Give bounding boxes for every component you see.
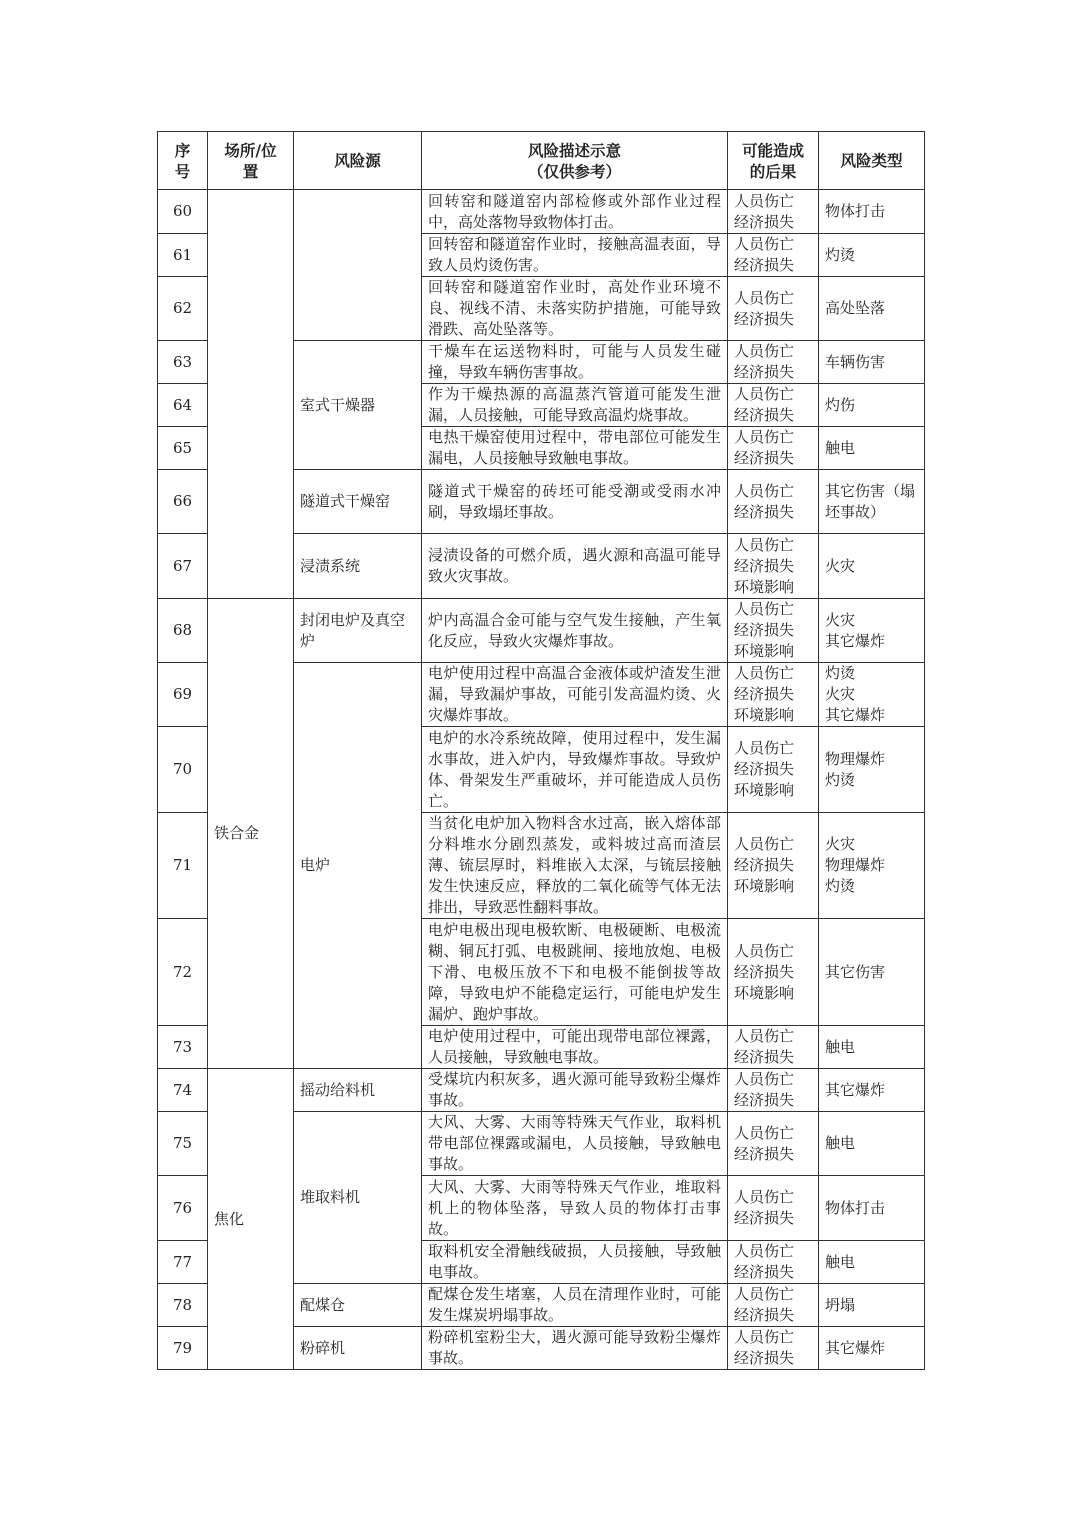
header-risk-description: 风险描述示意 （仅供参考） (422, 132, 728, 190)
table-row (158, 190, 925, 234)
risk-description: 回转窑和隧道窑作业时，接触高温表面，导致人员灼烫伤害。 (422, 234, 728, 277)
consequence: 人员伤亡 经济损失 环境影响 (728, 663, 819, 727)
risk-description: 电炉的水冷系统故障，使用过程中，发生漏水事故，进入炉内，导致爆炸事故。导致炉体、骨架发生严重破坏，并可能造成人员伤亡。 (422, 727, 728, 813)
risk-source: 电炉 (294, 663, 422, 1069)
header-risk-source: 风险源 (294, 132, 422, 190)
risk-type: 其它爆炸 (819, 1327, 925, 1370)
risk-type: 触电 (819, 427, 925, 470)
risk-type: 触电 (819, 1026, 925, 1069)
consequence: 人员伤亡 经济损失 环境影响 (728, 534, 819, 599)
table-row (158, 599, 925, 663)
consequence: 人员伤亡 经济损失 (728, 1176, 819, 1241)
location: 铁合金 (208, 599, 294, 1069)
risk-source: 室式干燥器 (294, 341, 422, 470)
risk-description: 电炉电极出现电极软断、电极硬断、电极流糊、铜瓦打弧、电极跳闸、接地放炮、电极下滑、电极压放不下和电极不能倒拔等故障，导致电炉不能稳定运行，可能电炉发生漏炉、跑炉事故。 (422, 919, 728, 1026)
risk-description: 浸渍设备的可燃介质，遇火源和高温可能导致火灾事故。 (422, 534, 728, 599)
consequence: 人员伤亡 经济损失 (728, 1112, 819, 1176)
risk-type: 其它伤害（塌坯事故） (819, 470, 925, 534)
consequence: 人员伤亡 经济损失 (728, 1241, 819, 1284)
risk-type: 高处坠落 (819, 277, 925, 341)
consequence: 人员伤亡 经济损失 环境影响 (728, 599, 819, 663)
risk-type: 物理爆炸 灼烫 (819, 727, 925, 813)
risk-description: 取料机安全滑触线破损，人员接触，导致触电事故。 (422, 1241, 728, 1284)
consequence: 人员伤亡 经济损失 (728, 341, 819, 384)
row-number: 71 (158, 813, 208, 919)
row-number: 62 (158, 277, 208, 341)
header-risk-type: 风险类型 (819, 132, 925, 190)
risk-description: 电炉使用过程中高温合金液体或炉渣发生泄漏，导致漏炉事故，可能引发高温灼烫、火灾爆炸事故。 (422, 663, 728, 727)
consequence: 人员伤亡 经济损失 (728, 190, 819, 234)
risk-type: 灼烫 (819, 234, 925, 277)
header-no: 序 号 (158, 132, 208, 190)
risk-description: 回转窑和隧道窑内部检修或外部作业过程中，高处落物导致物体打击。 (422, 190, 728, 234)
risk-description: 大风、大雾、大雨等特殊天气作业，堆取料机上的物体坠落，导致人员的物体打击事故。 (422, 1176, 728, 1241)
risk-type: 物体打击 (819, 1176, 925, 1241)
row-number: 77 (158, 1241, 208, 1284)
location: 焦化 (208, 1069, 294, 1370)
risk-source: 浸渍系统 (294, 534, 422, 599)
risk-description: 作为干燥热源的高温蒸汽管道可能发生泄漏，人员接触，可能导致高温灼烧事故。 (422, 384, 728, 427)
risk-source: 粉碎机 (294, 1327, 422, 1370)
row-number: 68 (158, 599, 208, 663)
row-number: 73 (158, 1026, 208, 1069)
row-number: 74 (158, 1069, 208, 1112)
row-number: 61 (158, 234, 208, 277)
consequence: 人员伤亡 经济损失 (728, 1069, 819, 1112)
risk-description: 大风、大雾、大雨等特殊天气作业，取料机带电部位裸露或漏电，人员接触，导致触电事故。 (422, 1112, 728, 1176)
risk-description: 粉碎机室粉尘大，遇火源可能导致粉尘爆炸事故。 (422, 1327, 728, 1370)
consequence: 人员伤亡 经济损失 环境影响 (728, 919, 819, 1026)
consequence: 人员伤亡 经济损失 (728, 427, 819, 470)
risk-description: 电热干燥窑使用过程中，带电部位可能发生漏电，人员接触导致触电事故。 (422, 427, 728, 470)
row-number: 72 (158, 919, 208, 1026)
row-number: 70 (158, 727, 208, 813)
risk-type: 物体打击 (819, 190, 925, 234)
risk-type: 火灾 其它爆炸 (819, 599, 925, 663)
consequence: 人员伤亡 经济损失 (728, 1284, 819, 1327)
risk-source-cell-blank (294, 190, 422, 341)
risk-type: 触电 (819, 1241, 925, 1284)
row-number: 76 (158, 1176, 208, 1241)
risk-description: 回转窑和隧道窑作业时，高处作业环境不良、视线不清、未落实防护措施，可能导致滑跌、高处坠落等。 (422, 277, 728, 341)
consequence: 人员伤亡 经济损失 (728, 470, 819, 534)
row-number: 63 (158, 341, 208, 384)
risk-type: 火灾 (819, 534, 925, 599)
risk-type: 车辆伤害 (819, 341, 925, 384)
header-location: 场所/位 置 (208, 132, 294, 190)
row-number: 67 (158, 534, 208, 599)
consequence: 人员伤亡 经济损失 (728, 277, 819, 341)
header-row (158, 132, 925, 190)
risk-source: 封闭电炉及真空炉 (294, 599, 422, 663)
row-number: 65 (158, 427, 208, 470)
consequence: 人员伤亡 经济损失 (728, 384, 819, 427)
row-number: 64 (158, 384, 208, 427)
risk-type: 其它爆炸 (819, 1069, 925, 1112)
risk-type: 其它伤害 (819, 919, 925, 1026)
row-number: 69 (158, 663, 208, 727)
consequence: 人员伤亡 经济损失 环境影响 (728, 813, 819, 919)
row-number: 60 (158, 190, 208, 234)
risk-source: 隧道式干燥窑 (294, 470, 422, 534)
risk-type: 灼伤 (819, 384, 925, 427)
consequence: 人员伤亡 经济损失 (728, 1327, 819, 1370)
risk-type: 坍塌 (819, 1284, 925, 1327)
risk-description: 配煤仓发生堵塞，人员在清理作业时，可能发生煤炭坍塌事故。 (422, 1284, 728, 1327)
risk-table (157, 131, 925, 1370)
header-consequence: 可能造成 的后果 (728, 132, 819, 190)
risk-description: 受煤坑内积灰多，遇火源可能导致粉尘爆炸事故。 (422, 1069, 728, 1112)
consequence: 人员伤亡 经济损失 (728, 1026, 819, 1069)
risk-type: 灼烫 火灾 其它爆炸 (819, 663, 925, 727)
risk-description: 炉内高温合金可能与空气发生接触，产生氧化反应，导致火灾爆炸事故。 (422, 599, 728, 663)
risk-description: 当贫化电炉加入物料含水过高，嵌入熔体部分料堆水分剧烈蒸发，或料坡过高而渣层薄、锍层厚时，料堆嵌入太深，与锍层接触发生快速反应，释放的二氧化硫等气体无法排出，导致恶性翻料事故。 (422, 813, 728, 919)
row-number: 66 (158, 470, 208, 534)
risk-description: 干燥车在运送物料时，可能与人员发生碰撞，导致车辆伤害事故。 (422, 341, 728, 384)
risk-source: 堆取料机 (294, 1112, 422, 1284)
table-row (158, 1069, 925, 1112)
risk-source: 摇动给料机 (294, 1069, 422, 1112)
location-cell-blank (208, 190, 294, 599)
row-number: 79 (158, 1327, 208, 1370)
row-number: 78 (158, 1284, 208, 1327)
risk-type: 触电 (819, 1112, 925, 1176)
risk-source: 配煤仓 (294, 1284, 422, 1327)
consequence: 人员伤亡 经济损失 环境影响 (728, 727, 819, 813)
risk-type: 火灾 物理爆炸 灼烫 (819, 813, 925, 919)
consequence: 人员伤亡 经济损失 (728, 234, 819, 277)
risk-description: 隧道式干燥窑的砖坯可能受潮或受雨水冲刷，导致塌坯事故。 (422, 470, 728, 534)
risk-description: 电炉使用过程中，可能出现带电部位裸露，人员接触，导致触电事故。 (422, 1026, 728, 1069)
row-number: 75 (158, 1112, 208, 1176)
